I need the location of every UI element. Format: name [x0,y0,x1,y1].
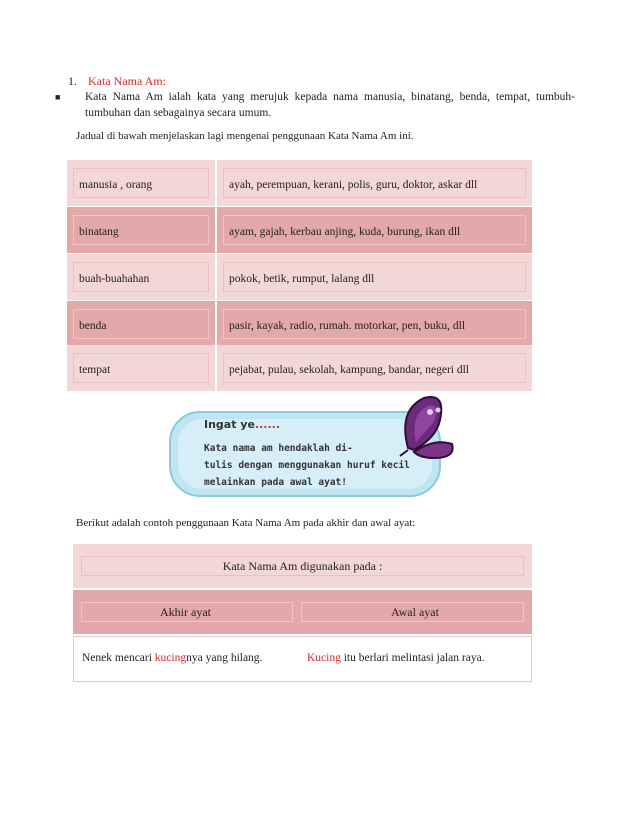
table-cell-examples: ayah, perempuan, kerani, polis, guru, doktor, askar dll [217,160,532,206]
bullet-icon: ■ [55,92,61,102]
table2-example-row [73,636,532,682]
table-cell-examples: pejabat, pulau, sekolah, kampung, bandar, negeri dll [217,345,532,391]
table-row [67,254,532,300]
table-cell-category: manusia , orang [67,160,215,206]
example-awal: Kucing itu berlari melintasi jalan raya. [307,652,485,664]
table-row [67,160,532,206]
table-row [67,207,532,253]
table-row [67,345,532,391]
definition-text: Kata Nama Am ialah kata yang merujuk kepada nama manusia, binatang, benda, tempat, tumbuh-tumbuhan dan sebagainya secara umum. [85,91,575,119]
section-heading [68,74,166,89]
table2-col-awal: Awal ayat [391,605,439,619]
section-number: 1. [68,74,77,88]
table-cell-category: buah-buahahan [67,254,215,300]
banner-title: Ingat ye...... [204,418,281,431]
table2-subheader-row [73,590,532,634]
table-cell-category: tempat [67,345,215,391]
table-cell-examples: pokok, betik, rumput, lalang dll [217,254,532,300]
table-cell-category: binatang [67,207,215,253]
banner-text: Kata nama am hendaklah di- tulis dengan menggunakan huruf kecil melainkan pada awal ayat! [204,443,410,488]
table2-header-row [73,544,532,588]
table-cell-category: benda [67,301,215,347]
table1-intro: Jadual di bawah menjelaskan lagi mengenai penggunaan Kata Nama Am ini. [76,130,414,142]
example-akhir: Nenek mencari kucingnya yang hilang. [82,652,263,664]
definition-bullet [55,89,575,121]
section-title: Kata Nama Am: [88,74,166,88]
reminder-banner [164,392,460,502]
table2-col-akhir: Akhir ayat [160,605,211,619]
table2-intro: Berikut adalah contoh penggunaan Kata Nama Am pada akhir dan awal ayat: [76,517,416,529]
table-row [67,301,532,347]
table2-header: Kata Nama Am digunakan pada : [222,559,383,573]
table-cell-examples: pasir, kayak, radio, rumah. motorkar, pen, buku, dll [217,301,532,347]
table-cell-examples: ayam, gajah, kerbau anjing, kuda, burung, ikan dll [217,207,532,253]
